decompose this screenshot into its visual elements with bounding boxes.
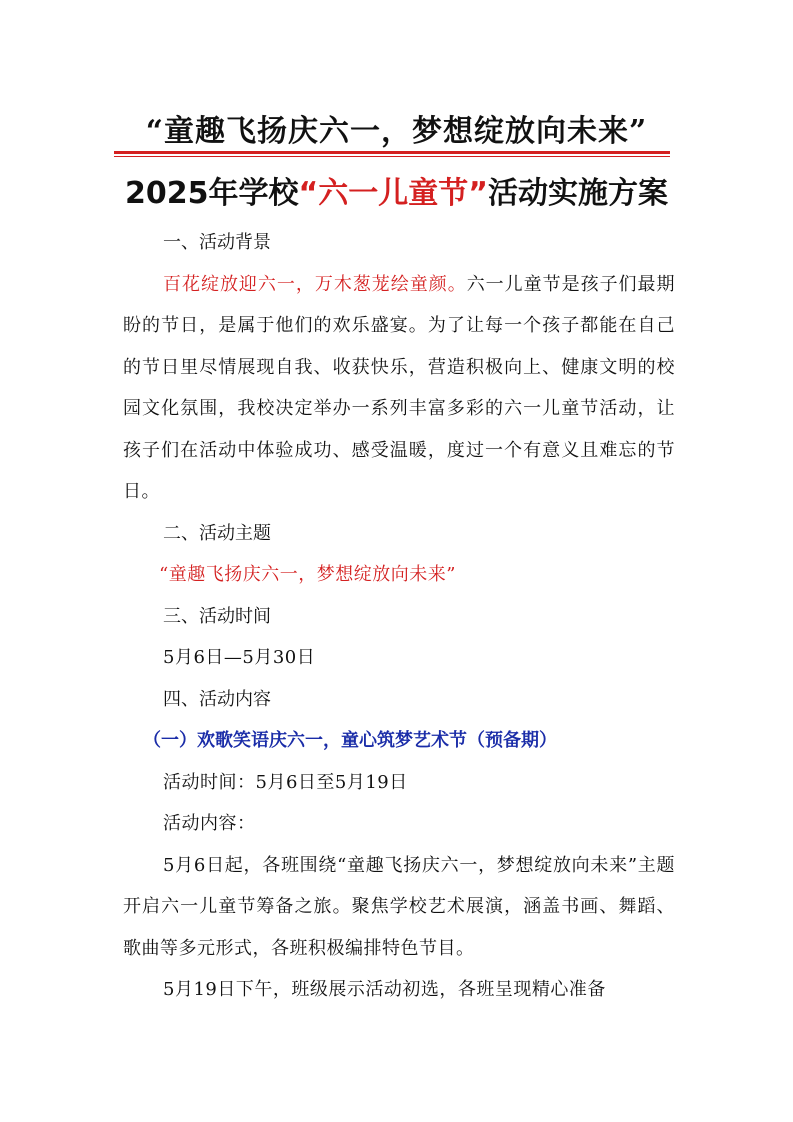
title-prefix: 2025年学校 bbox=[125, 176, 299, 211]
title-suffix: 活动实施方案 bbox=[487, 176, 668, 211]
section-heading-theme: 二、活动主题 bbox=[163, 522, 271, 544]
background-paragraph bbox=[123, 264, 675, 513]
document-title bbox=[0, 168, 793, 212]
subsection-1-paragraph-1: 5月6日起，各班围绕“童趣飞扬庆六一，梦想绽放向未来”主题开启六一儿童节筹备之旅。聚焦学校艺术展演，涵盖书画、舞蹈、歌曲等多元形式，各班积极编排特色节目。 bbox=[123, 854, 675, 959]
red-divider-thick bbox=[114, 151, 670, 154]
section-heading-content: 四、活动内容 bbox=[163, 688, 271, 710]
section-heading-time: 三、活动时间 bbox=[163, 605, 271, 627]
subsection-1-paragraph-2: 5月19日下午，班级展示活动初选，各班呈现精心准备 bbox=[163, 979, 606, 1000]
subsection-1-time: 活动时间：5月6日至5月19日 bbox=[163, 771, 408, 793]
document-body bbox=[123, 222, 675, 1011]
activity-time-range: 5月6日—5月30日 bbox=[163, 647, 316, 668]
red-divider-thin bbox=[114, 156, 670, 157]
background-body: 六一儿童节是孩子们最期盼的节日，是属于他们的欢乐盛宴。为了让每一个孩子都能在自己的节日里尽情展现自我、收获快乐，营造积极向上、健康文明的校园文化氛围，我校决定举办一系列丰富多彩的六一儿童节活动，让孩子们在活动中体验成功、感受温暖，度过一个有意义且难忘的节日。 bbox=[123, 273, 676, 502]
theme-text: “童趣飞扬庆六一，梦想绽放向未来” bbox=[159, 564, 456, 585]
background-lead-phrase: 百花绽放迎六一，万木葱茏绘童颜。 bbox=[163, 273, 467, 295]
slogan-heading: “童趣飞扬庆六一，梦想绽放向未来” bbox=[145, 114, 648, 149]
subsection-heading-1: （一）欢歌笑语庆六一，童心筑梦艺术节（预备期） bbox=[143, 730, 557, 751]
title-highlight: “六一儿童节” bbox=[298, 176, 488, 211]
section-heading-background: 一、活动背景 bbox=[163, 232, 271, 253]
subsection-1-content-label: 活动内容： bbox=[163, 813, 256, 834]
